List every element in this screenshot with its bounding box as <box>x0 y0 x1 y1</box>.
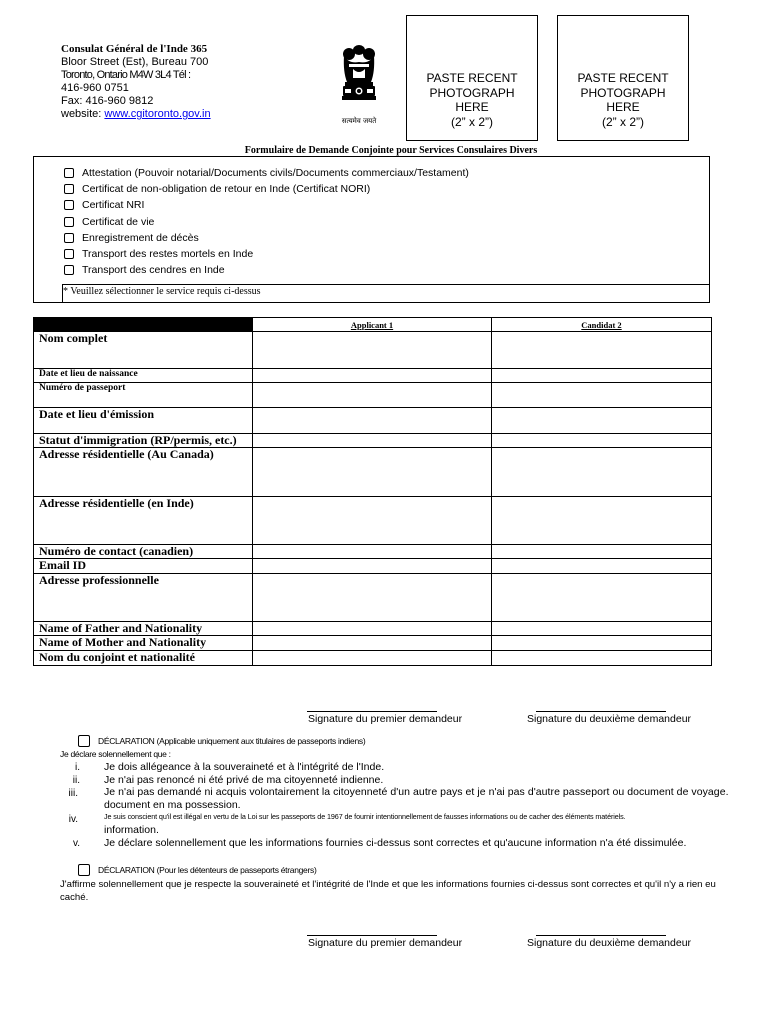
divider <box>62 284 709 285</box>
input-cell-applicant-1[interactable] <box>253 651 492 666</box>
address-line-2: Toronto, Ontario M4W 3L4 Tél : <box>61 69 191 81</box>
website-line <box>61 108 211 121</box>
signature-label-applicant-1: Signature du premier demandeur <box>308 937 463 949</box>
row-label: Numéro de contact (canadien) <box>34 545 253 559</box>
declaration-text-line: J'affirme solennellement que je respecte la souveraineté et l'intégrité de l'Inde et que les informations fournies ci-dessus sont correctes et qu'il n'y a rien eu <box>60 879 716 890</box>
row-label: Email ID <box>34 559 253 574</box>
table-row <box>34 369 712 383</box>
declaration-item: Je déclare solennellement que les informations fournies ci-dessus sont correctes et qu'aucune information n'a été dissimulée. <box>104 837 687 849</box>
checkbox[interactable] <box>64 184 74 194</box>
photo-instruction-line: PHOTOGRAPH <box>580 85 666 100</box>
declaration-heading-text: DÉCLARATION (Pour les détenteurs de passeports étrangers) <box>98 865 317 875</box>
declaration-item-continued: document en ma possession. <box>104 799 241 811</box>
service-label: Certificat de non-obligation de retour en Inde (Certificat NORI) <box>82 183 371 195</box>
signature-label-applicant-2: Signature du deuxième demandeur <box>527 937 692 949</box>
national-emblem <box>334 42 384 125</box>
service-option-attestation[interactable] <box>64 166 469 180</box>
service-option-life-certificate[interactable] <box>64 215 154 229</box>
table-row <box>34 408 712 434</box>
declaration-item: Je n'ai pas renoncé ni été privé de ma citoyenneté indienne. <box>104 774 384 786</box>
input-cell-applicant-1[interactable] <box>253 622 492 636</box>
photo-instruction-line: PASTE RECENT <box>426 71 518 85</box>
signature-label-applicant-2: Signature du deuxième demandeur <box>527 713 692 725</box>
row-label: Nom du conjoint et nationalité <box>34 651 253 666</box>
item-number: ii. <box>72 775 80 786</box>
emblem-motto: सत्यमेव जयते <box>341 117 377 125</box>
checkbox[interactable] <box>64 233 74 243</box>
declaration-foreign-heading[interactable] <box>78 864 317 876</box>
column-header-applicant-1: Applicant 1 <box>253 318 492 332</box>
form-title: Formulaire de Demande Conjointe pour Services Consulaires Divers <box>244 145 538 156</box>
row-label: Name of Father and Nationality <box>34 622 253 636</box>
input-cell-applicant-2[interactable] <box>492 497 712 545</box>
service-option-ashes[interactable] <box>64 263 225 277</box>
photo-box-applicant-2[interactable] <box>557 15 689 141</box>
item-number: iv. <box>68 814 78 825</box>
photo-box-text <box>407 71 537 129</box>
input-cell-applicant-1[interactable] <box>253 448 492 497</box>
table-row <box>34 651 712 666</box>
input-cell-applicant-2[interactable] <box>492 434 712 448</box>
checkbox[interactable] <box>78 864 90 876</box>
item-number: iii. <box>68 788 78 799</box>
item-number: i. <box>75 762 80 773</box>
table-row <box>34 574 712 622</box>
input-cell-applicant-1[interactable] <box>253 434 492 448</box>
website-link[interactable]: www.cgitoronto.gov.in <box>104 108 211 120</box>
checkbox[interactable] <box>64 168 74 178</box>
column-header-applicant-2: Candidat 2 <box>492 318 712 332</box>
input-cell-applicant-1[interactable] <box>253 332 492 369</box>
services-selection-box <box>33 156 710 303</box>
declaration-text-line: caché. <box>60 892 89 903</box>
input-cell-applicant-2[interactable] <box>492 545 712 559</box>
photo-size-line: (2” x 2”) <box>602 114 644 129</box>
row-label: Name of Mother and Nationality <box>34 636 253 651</box>
row-label: Adresse résidentielle (en Inde) <box>34 497 253 545</box>
service-label: Attestation (Pouvoir notarial/Documents civils/Documents commerciaux/Testament) <box>82 167 469 179</box>
table-row <box>34 448 712 497</box>
photo-box-text <box>558 71 688 129</box>
photo-box-applicant-1[interactable] <box>406 15 538 141</box>
address-line-1: Bloor Street (Est), Bureau 700 <box>61 56 209 68</box>
row-label: Nom complet <box>34 332 253 369</box>
row-label: Adresse professionnelle <box>34 574 253 622</box>
table-row <box>34 497 712 545</box>
table-row <box>34 622 712 636</box>
service-option-nri[interactable] <box>64 198 144 212</box>
photo-instruction-line: HERE <box>606 100 640 114</box>
input-cell-applicant-2[interactable] <box>492 408 712 434</box>
lion-capital-icon <box>335 42 383 110</box>
service-label: Enregistrement de décès <box>82 232 199 244</box>
input-cell-applicant-1[interactable] <box>253 408 492 434</box>
input-cell-applicant-2[interactable] <box>492 383 712 408</box>
input-cell-applicant-1[interactable] <box>253 369 492 383</box>
table-row <box>34 383 712 408</box>
row-label: Date et lieu d'émission <box>34 408 253 434</box>
service-label: Certificat NRI <box>82 199 145 211</box>
input-cell-applicant-1[interactable] <box>253 559 492 574</box>
signature-line-applicant-2[interactable] <box>536 935 666 936</box>
declaration-foreign-text <box>60 878 716 904</box>
photo-instruction-line: PHOTOGRAPH <box>429 85 515 100</box>
table-row <box>34 332 712 369</box>
checkbox[interactable] <box>64 200 74 210</box>
applicant-details-table <box>33 317 712 666</box>
input-cell-applicant-1[interactable] <box>253 497 492 545</box>
table-header-row <box>34 318 712 332</box>
row-label: Numéro de passeport <box>34 383 253 408</box>
input-cell-applicant-2[interactable] <box>492 332 712 369</box>
declaration-heading-text: DÉCLARATION (Applicable uniquement aux titulaires de passeports indiens) <box>98 736 366 746</box>
input-cell-applicant-2[interactable] <box>492 636 712 651</box>
service-option-death-registration[interactable] <box>64 231 199 245</box>
photo-instruction-line: HERE <box>455 100 489 114</box>
signature-line-applicant-1[interactable] <box>307 935 437 936</box>
photo-instruction-line: PASTE RECENT <box>577 71 669 85</box>
signature-line-applicant-2[interactable] <box>536 711 666 712</box>
row-label: Adresse résidentielle (Au Canada) <box>34 448 253 497</box>
declaration-item: Je suis conscient qu'il est illégal en vertu de la Loi sur les passeports de 1967 de fournir intentionnellement de fausses informations ou de cacher des éléments matériels. <box>104 812 626 821</box>
input-cell-applicant-1[interactable] <box>253 545 492 559</box>
consulate-address <box>61 43 211 121</box>
input-cell-applicant-1[interactable] <box>253 636 492 651</box>
checkbox[interactable] <box>64 217 74 227</box>
item-number: v. <box>72 838 80 849</box>
photo-size-line: (2” x 2”) <box>451 114 493 129</box>
declaration-indian-heading[interactable] <box>78 735 365 747</box>
input-cell-applicant-2[interactable] <box>492 448 712 497</box>
service-label: Transport des restes mortels en Inde <box>82 248 254 260</box>
consulate-name: Consulat Général de l'Inde 365 <box>61 43 208 55</box>
table-row <box>34 559 712 574</box>
input-cell-applicant-1[interactable] <box>253 383 492 408</box>
fax-number: Fax: 416-960 9812 <box>61 95 154 107</box>
service-note: * Veuillez sélectionner le service requis ci-dessus <box>63 286 261 297</box>
input-cell-applicant-2[interactable] <box>492 651 712 666</box>
input-cell-applicant-2[interactable] <box>492 369 712 383</box>
declaration-item-continued: information. <box>104 824 159 836</box>
signature-line-applicant-1[interactable] <box>307 711 437 712</box>
phone-number: 416-960 0751 <box>61 82 129 94</box>
input-cell-applicant-1[interactable] <box>253 574 492 622</box>
row-label: Statut d'immigration (RP/permis, etc.) <box>34 434 253 448</box>
row-label: Date et lieu de naissance <box>34 369 253 383</box>
declaration-intro: Je déclare solennellement que : <box>60 749 171 759</box>
table-row <box>34 434 712 448</box>
table-row <box>34 545 712 559</box>
input-cell-applicant-2[interactable] <box>492 559 712 574</box>
signature-label-applicant-1: Signature du premier demandeur <box>308 713 463 725</box>
input-cell-applicant-2[interactable] <box>492 622 712 636</box>
input-cell-applicant-2[interactable] <box>492 574 712 622</box>
service-label: Transport des cendres en Inde <box>82 264 225 276</box>
declaration-item: Je n'ai pas demandé ni acquis volontairement la citoyenneté d'un autre pays et je n'ai pas d'autre passeport ou document de voyage. <box>104 786 729 798</box>
checkbox[interactable] <box>78 735 90 747</box>
checkbox[interactable] <box>64 265 74 275</box>
table-row <box>34 636 712 651</box>
website-label: website: <box>61 108 105 120</box>
checkbox[interactable] <box>64 249 74 259</box>
declaration-item: Je dois allégeance à la souveraineté et à l'intégrité de l'Inde. <box>104 761 385 773</box>
service-option-mortal-remains[interactable] <box>64 247 253 261</box>
service-label: Certificat de vie <box>82 216 155 228</box>
header-blank-cell <box>34 318 253 332</box>
service-option-nori[interactable] <box>64 182 370 196</box>
